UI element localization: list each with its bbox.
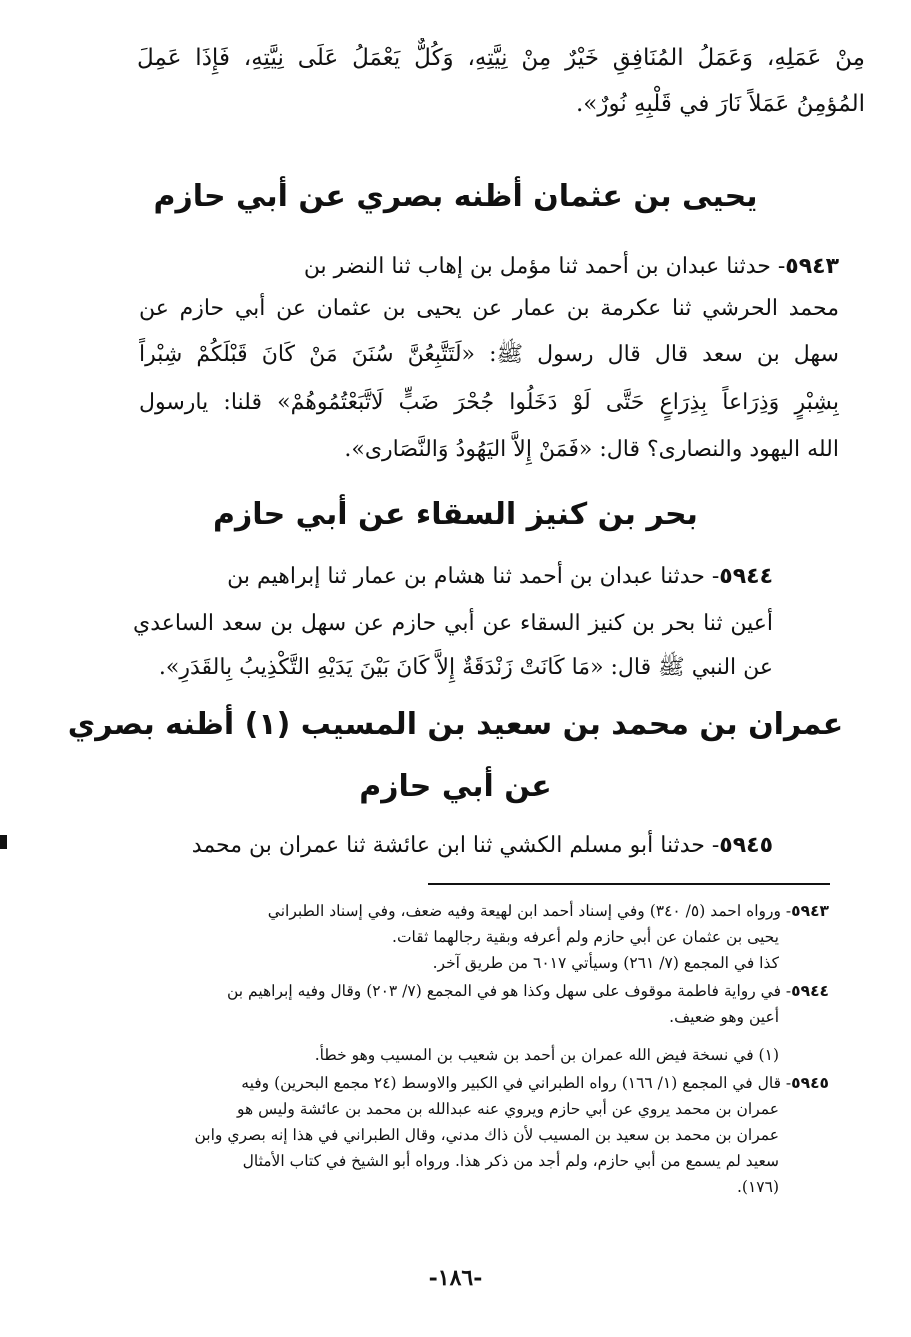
footnote-line: يحيى بن عثمان عن أبي حازم ولم أعرفه وبقية رجالهما ثقات. (392, 928, 779, 946)
section-heading: بحر بن كنيز السقاء عن أبي حازم (213, 497, 698, 532)
hadith-first-line (139, 247, 839, 287)
hadith-number: ٥٩٤٥ (719, 833, 773, 858)
hadith-first-line (133, 826, 773, 866)
hadith-number: ٥٩٤٣ (785, 254, 839, 279)
footnote-divider (428, 883, 830, 885)
text-line: سهل بن سعد قال قال رسول ﷺ: «لَتَتَّبِعُنَّ سُنَنَ مَنْ كَانَ قَبْلَكُمْ شِبْراً (139, 342, 839, 367)
text-line: أعين ثنا بحر بن كنيز السقاء عن أبي حازم عن سهل بن سعد الساعدي (133, 611, 773, 636)
footnote-number: ٥٩٤٤ (791, 982, 829, 1000)
footnote-text: - قال في المجمع (١/ ١٦٦) رواه الطبراني في الكبير والاوسط (٢٤ مجمع البحرين) وفيه (241, 1074, 792, 1092)
footnote-line (129, 979, 829, 1003)
footnote-text: - ورواه احمد (٥/ ٣٤٠) وفي إسناد أحمد ابن لهيعة وفيه ضعف، وفي إسناد الطبراني (267, 902, 792, 920)
footnote-number: ٥٩٤٣ (791, 902, 829, 920)
footnote-line (129, 1071, 829, 1095)
footnote-line: عمران بن محمد يروي عن أبي حازم ويروي عنه عبدالله بن محمد بن عائشة وليس هو (237, 1100, 779, 1118)
footnote-line: (١) في نسخة فيض الله عمران بن أحمد بن شعيب بن المسيب وهو خطأ. (314, 1046, 779, 1064)
footnote-line (129, 899, 829, 923)
section-heading: عن أبي حازم (359, 769, 552, 804)
text-line: - حدثنا عبدان بن أحمد ثنا مؤمل بن إهاب ثنا النضر بن (303, 254, 786, 279)
footnote-line: سعيد لم يسمع من أبي حازم، ولم أجد من ذكر هذا. ورواه أبو الشيخ في كتاب الأمثال (242, 1152, 779, 1170)
footnote-text: - في رواية فاطمة موقوف على سهل وكذا هو في المجمع (٧/ ٢٠٣) وقال وفيه إبراهيم بن (226, 982, 792, 1000)
scan-edge-mark (0, 835, 7, 849)
section-heading: يحيى بن عثمان أظنه بصري عن أبي حازم (153, 179, 758, 214)
text-line: - حدثنا أبو مسلم الكشي ثنا ابن عائشة ثنا عمران بن محمد (191, 833, 720, 858)
page-number: -١٨٦- (428, 1265, 483, 1291)
hadith-first-line (133, 557, 773, 597)
footnote-line: (١٧٦). (736, 1178, 779, 1196)
hadith-number: ٥٩٤٤ (719, 564, 773, 589)
text-line: - حدثنا عبدان بن أحمد ثنا هشام بن عمار ثنا إبراهيم بن (227, 564, 720, 589)
footnote-line: كذا في المجمع (٧/ ٢٦١) وسيأتي ٦٠١٧ من طريق آخر. (432, 954, 779, 972)
text-line: الله اليهود والنصارى؟ قال: «فَمَنْ إِلاَّ اليَهُودُ وَالنَّصَارى». (344, 437, 839, 462)
text-line: محمد الحرشي ثنا عكرمة بن عمار عن يحيى بن عثمان عن أبي حازم عن (139, 296, 839, 321)
text-line: عن النبي ﷺ قال: «مَا كَانَتْ زَنْدَقَةٌ إِلاَّ كَانَ بَيْنَ يَدَيْهِ التَّكْذِيبُ بِالقَدَرِ». (158, 655, 773, 680)
footnote-number: ٥٩٤٥ (791, 1074, 829, 1092)
text-line: المُؤمِنُ عَمَلاً نَارَ في قَلْبِهِ نُورٌ». (575, 91, 865, 117)
section-heading: عمران بن محمد بن سعيد بن المسيب (١) أظنه بصري (67, 707, 844, 742)
text-line: بِشِبْرٍ وَذِرَاعاً بِذِرَاعٍ حَتَّى لَوْ دَخَلُوا جُحْرَ ضَبٍّ لَاتَّبَعْتُمُوهُمْ» قلنا: يارسول (139, 390, 839, 415)
footnote-line: عمران بن محمد بن سعيد بن المسيب لأن ذاك مدني، وقال الطبراني في هذا إنه بصري وابن (194, 1126, 779, 1144)
text-line: مِنْ عَمَلِهِ، وَعَمَلُ المُنَافِقِ خَيْرٌ مِنْ نِيَّتِهِ، وَكُلٌّ يَعْمَلُ عَلَى نِيَّتِهِ، فَإِذَا عَمِلَ (137, 45, 865, 71)
footnote-line: أعين وهو ضعيف. (669, 1008, 779, 1026)
